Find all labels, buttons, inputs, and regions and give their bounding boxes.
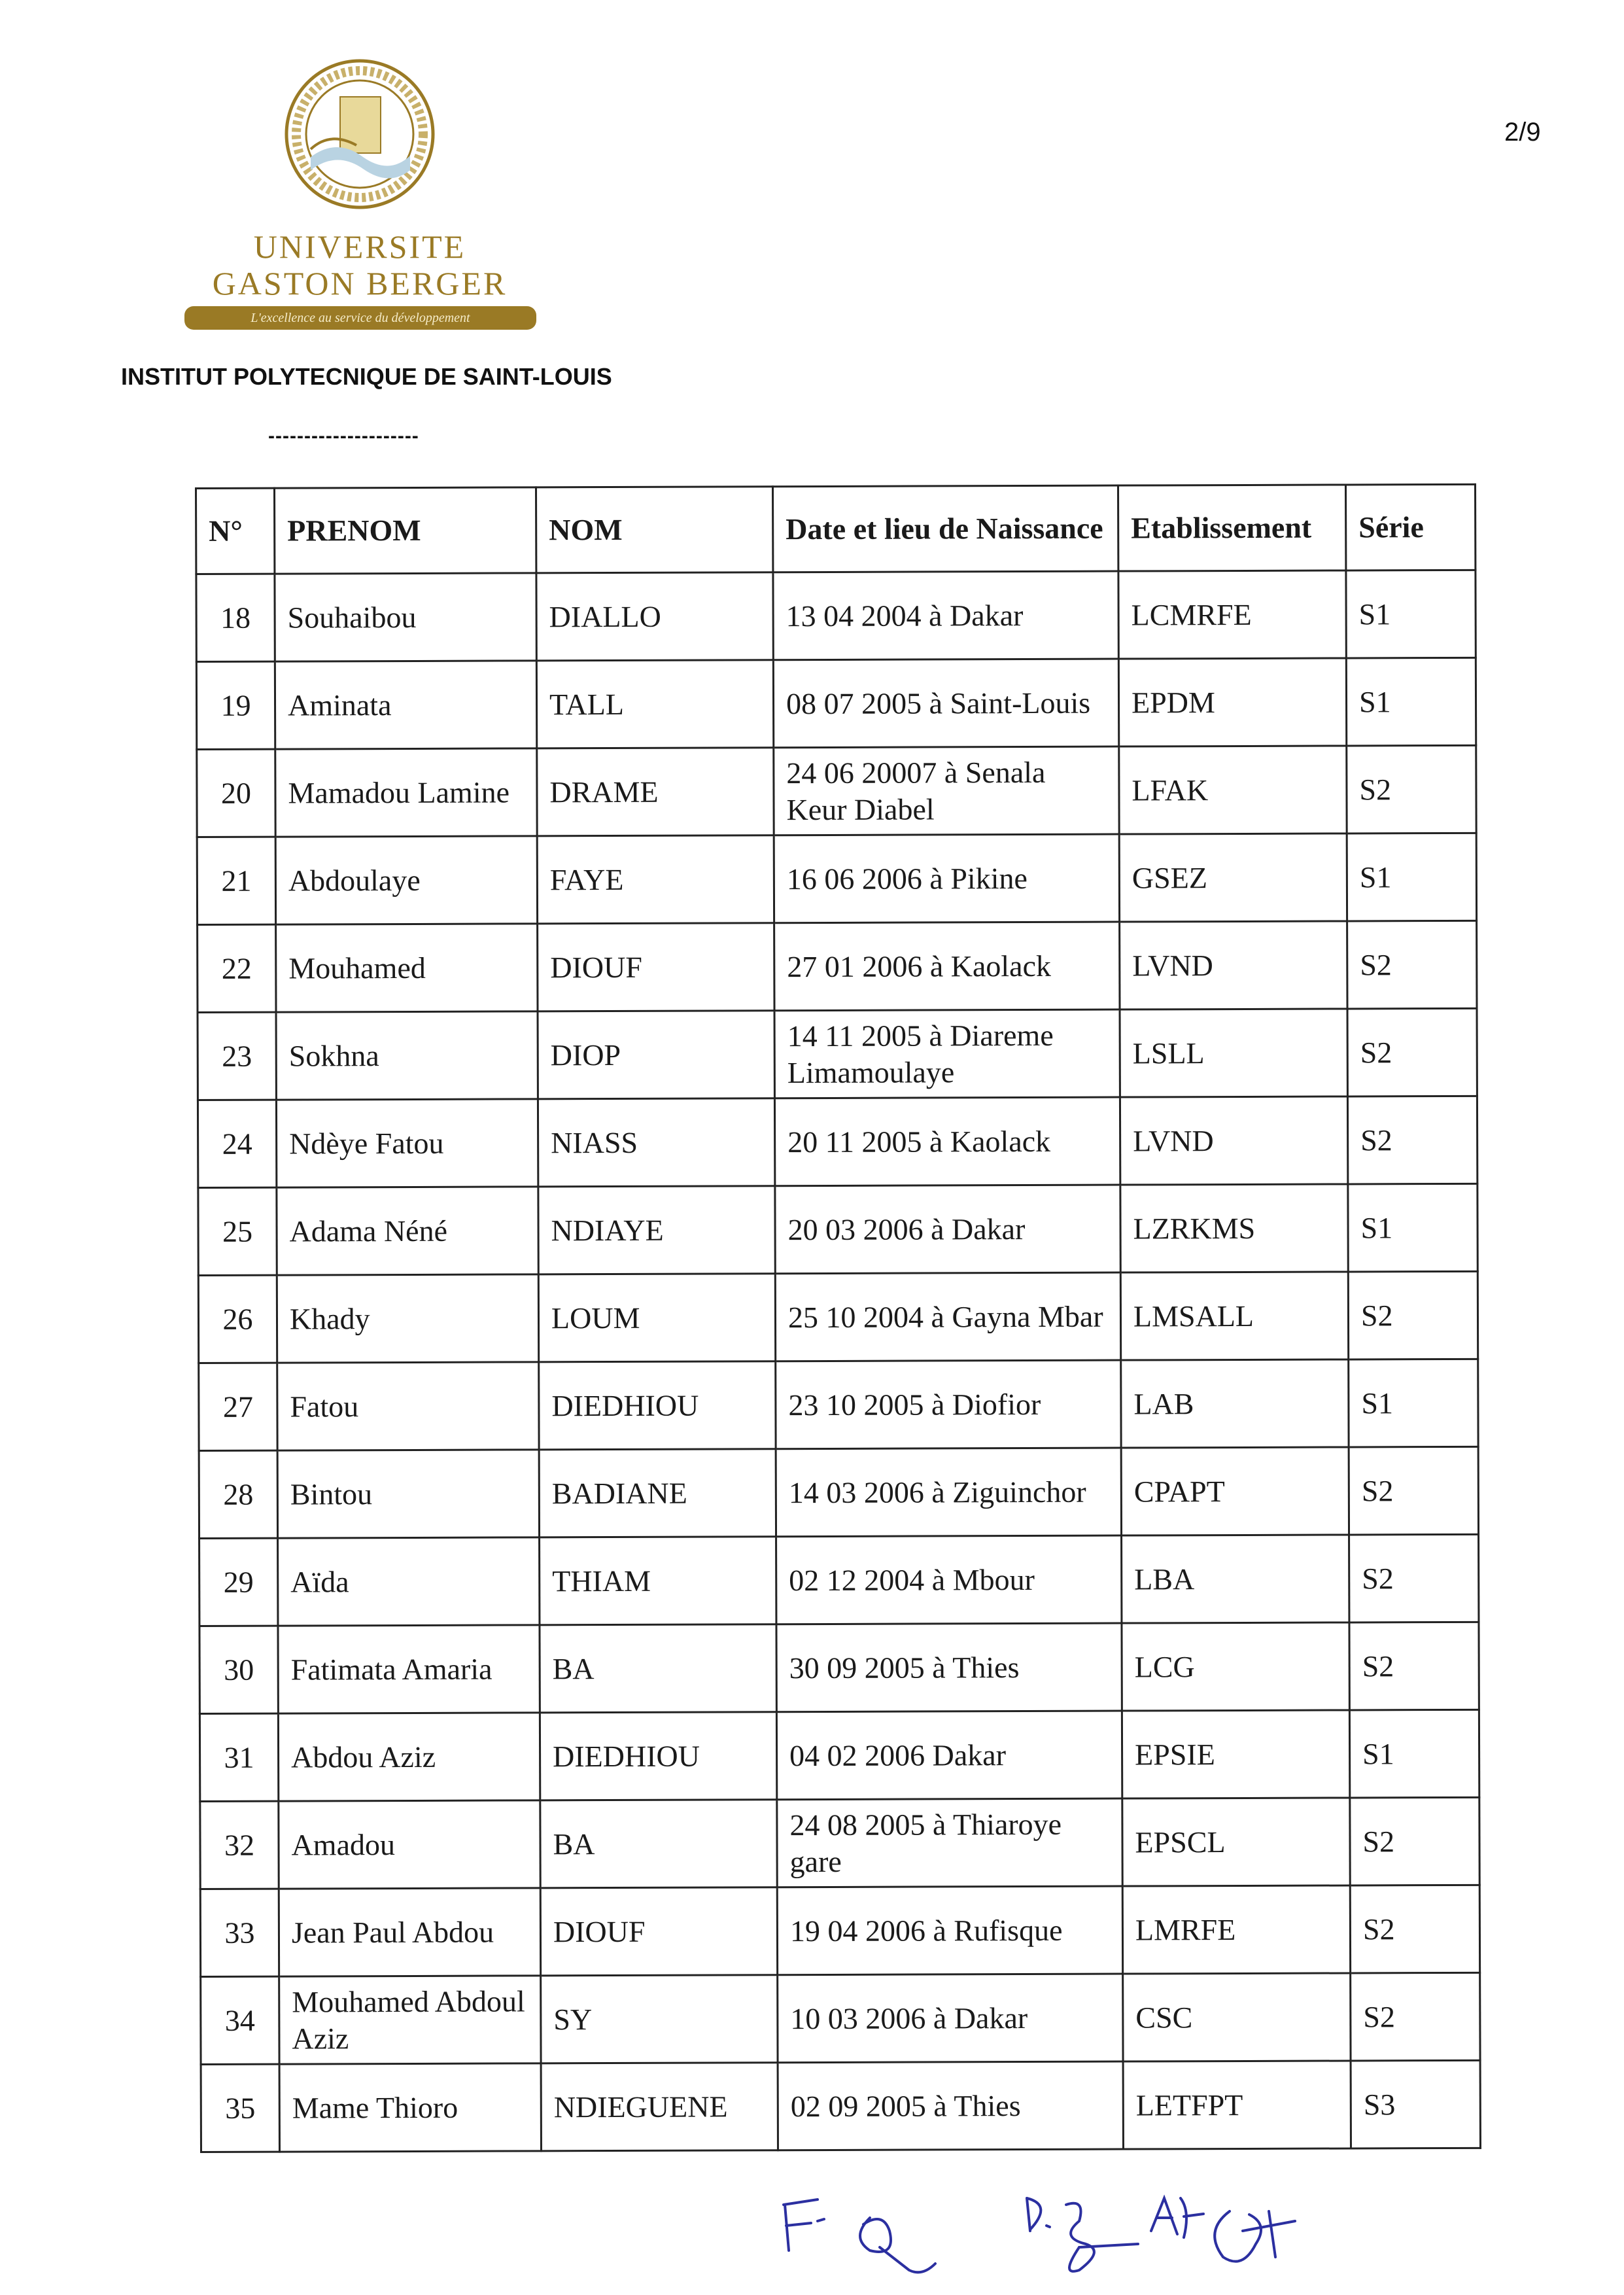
cell-prenom: Bintou bbox=[277, 1450, 539, 1538]
cell-prenom: Khady bbox=[277, 1274, 538, 1363]
cell-etablissement: LVND bbox=[1120, 921, 1347, 1009]
cell-prenom: Mamadou Lamine bbox=[275, 748, 537, 837]
table-row bbox=[198, 1008, 1477, 1100]
cell-prenom: Aïda bbox=[278, 1537, 540, 1626]
cell-etablissement: CPAPT bbox=[1121, 1447, 1349, 1535]
cell-number: 18 bbox=[196, 574, 275, 661]
cell-serie: S2 bbox=[1347, 1008, 1477, 1096]
cell-birth-date-place: 16 06 2006 à Pikine bbox=[774, 834, 1119, 923]
cell-serie: S2 bbox=[1349, 1622, 1479, 1710]
cell-prenom: Abdou Aziz bbox=[278, 1713, 540, 1801]
cell-nom: DIOUF bbox=[538, 923, 774, 1011]
cell-etablissement: EPSCL bbox=[1122, 1798, 1350, 1886]
column-header-prenom: PRENOM bbox=[275, 487, 536, 574]
cell-etablissement: LFAK bbox=[1119, 746, 1347, 834]
table-row bbox=[196, 657, 1476, 749]
table-row bbox=[199, 1359, 1478, 1450]
cell-nom: LOUM bbox=[538, 1274, 775, 1362]
cell-number: 29 bbox=[199, 1538, 278, 1626]
cell-number: 30 bbox=[199, 1626, 278, 1713]
table-body bbox=[196, 570, 1481, 2152]
cell-prenom: Abdoulaye bbox=[275, 836, 537, 924]
cell-number: 22 bbox=[198, 924, 276, 1012]
cell-nom: BA bbox=[540, 1800, 777, 1888]
cell-serie: S2 bbox=[1350, 1797, 1479, 1885]
cell-birth-date-place: 02 09 2005 à Thies bbox=[778, 2061, 1123, 2150]
cell-serie: S2 bbox=[1349, 1446, 1478, 1535]
cell-nom: BADIANE bbox=[539, 1449, 776, 1537]
cell-nom: DIALLO bbox=[536, 572, 773, 661]
cell-prenom: Sokhna bbox=[276, 1011, 538, 1100]
university-seal-icon bbox=[265, 59, 455, 222]
cell-number: 21 bbox=[197, 837, 275, 924]
cell-serie: S2 bbox=[1347, 1096, 1477, 1184]
separator-line: --------------------- bbox=[268, 425, 419, 447]
page-number: 2/9 bbox=[1504, 118, 1541, 147]
table-row bbox=[200, 1885, 1479, 1976]
cell-birth-date-place: 02 12 2004 à Mbour bbox=[776, 1535, 1122, 1624]
cell-serie: S1 bbox=[1349, 1709, 1479, 1798]
cell-number: 23 bbox=[198, 1012, 276, 1100]
handwritten-signatures bbox=[772, 2185, 1308, 2283]
cell-birth-date-place: 04 02 2006 Dakar bbox=[776, 1711, 1122, 1800]
cell-serie: S2 bbox=[1349, 1534, 1479, 1622]
cell-etablissement: LMRFE bbox=[1122, 1885, 1350, 1974]
university-logo bbox=[183, 59, 536, 334]
cell-prenom: Aminata bbox=[275, 661, 536, 749]
cell-serie: S2 bbox=[1347, 920, 1477, 1009]
cell-serie: S1 bbox=[1349, 1359, 1478, 1447]
column-header-etablissement: Etablissement bbox=[1118, 485, 1345, 571]
table-header-row bbox=[196, 484, 1476, 574]
table-row bbox=[197, 745, 1476, 837]
cell-serie: S2 bbox=[1350, 1885, 1479, 1973]
cell-birth-date-place: 27 01 2006 à Kaolack bbox=[774, 922, 1120, 1011]
cell-number: 24 bbox=[198, 1100, 276, 1187]
table-row bbox=[198, 1096, 1477, 1187]
table-row bbox=[199, 1622, 1479, 1713]
cell-nom: NDIAYE bbox=[538, 1186, 775, 1274]
cell-prenom: Mame Thioro bbox=[279, 2063, 541, 2152]
cell-serie: S2 bbox=[1347, 745, 1476, 833]
cell-birth-date-place: 24 08 2005 à Thiaroye gare bbox=[777, 1798, 1122, 1887]
cell-prenom: Souhaibou bbox=[275, 573, 536, 661]
cell-prenom: Fatimata Amaria bbox=[278, 1625, 540, 1713]
cell-number: 32 bbox=[200, 1801, 279, 1889]
student-roster-table bbox=[195, 483, 1481, 2153]
cell-etablissement: LETFPT bbox=[1123, 2061, 1351, 2149]
cell-birth-date-place: 25 10 2004 à Gayna Mbar bbox=[775, 1272, 1120, 1361]
table-row bbox=[198, 1183, 1477, 1275]
cell-prenom: Adama Néné bbox=[277, 1187, 538, 1275]
cell-birth-date-place: 30 09 2005 à Thies bbox=[776, 1623, 1122, 1712]
cell-etablissement: LVND bbox=[1120, 1096, 1347, 1185]
table-row bbox=[199, 1534, 1479, 1626]
cell-number: 33 bbox=[200, 1889, 279, 1976]
cell-serie: S2 bbox=[1348, 1271, 1477, 1359]
cell-number: 19 bbox=[196, 661, 275, 749]
cell-nom: DIOP bbox=[538, 1011, 774, 1099]
cell-prenom: Amadou bbox=[279, 1800, 540, 1889]
table-row bbox=[199, 1709, 1479, 1801]
column-header-nom: NOM bbox=[536, 487, 773, 573]
cell-serie: S1 bbox=[1346, 570, 1476, 658]
cell-nom: TALL bbox=[536, 660, 773, 748]
cell-nom: DIEDHIOU bbox=[540, 1712, 776, 1800]
column-header-serie: Série bbox=[1345, 484, 1475, 570]
cell-nom: SY bbox=[541, 1975, 778, 2063]
cell-serie: S3 bbox=[1351, 2060, 1480, 2148]
table-row bbox=[201, 2060, 1480, 2152]
cell-etablissement: LCMRFE bbox=[1118, 570, 1346, 659]
cell-birth-date-place: 19 04 2006 à Rufisque bbox=[777, 1886, 1122, 1975]
cell-number: 31 bbox=[199, 1713, 278, 1801]
table-row bbox=[198, 920, 1477, 1012]
table-row bbox=[196, 570, 1476, 661]
cell-number: 35 bbox=[201, 2064, 279, 2152]
cell-nom: BA bbox=[540, 1624, 776, 1713]
cell-birth-date-place: 20 03 2006 à Dakar bbox=[775, 1185, 1120, 1274]
cell-etablissement: EPSIE bbox=[1122, 1710, 1349, 1798]
cell-etablissement: GSEZ bbox=[1119, 833, 1347, 922]
cell-nom: NDIEGUENE bbox=[541, 2063, 778, 2151]
cell-number: 20 bbox=[197, 749, 275, 837]
cell-nom: FAYE bbox=[537, 835, 774, 924]
cell-etablissement: LSLL bbox=[1120, 1009, 1347, 1097]
cell-birth-date-place: 10 03 2006 à Dakar bbox=[778, 1974, 1123, 2063]
cell-serie: S1 bbox=[1346, 657, 1476, 746]
cell-nom: DRAME bbox=[537, 748, 774, 836]
cell-birth-date-place: 23 10 2005 à Diofior bbox=[776, 1360, 1121, 1449]
cell-number: 25 bbox=[198, 1187, 277, 1275]
cell-serie: S1 bbox=[1348, 1183, 1477, 1272]
table-row bbox=[201, 1972, 1480, 2064]
table-row bbox=[198, 1271, 1477, 1363]
cell-prenom: Ndèye Fatou bbox=[276, 1099, 538, 1187]
university-tagline: L'excellence au service du développement bbox=[184, 306, 536, 330]
cell-nom: DIOUF bbox=[540, 1887, 777, 1976]
cell-birth-date-place: 20 11 2005 à Kaolack bbox=[774, 1097, 1120, 1186]
cell-number: 26 bbox=[198, 1275, 277, 1363]
table-row bbox=[197, 833, 1476, 924]
university-name-line2: GASTON BERGER bbox=[212, 265, 508, 302]
cell-etablissement: LBA bbox=[1122, 1535, 1349, 1623]
column-header-birth: Date et lieu de Naissance bbox=[773, 485, 1118, 572]
cell-nom: NIASS bbox=[538, 1098, 774, 1187]
cell-etablissement: CSC bbox=[1123, 1973, 1351, 2061]
cell-birth-date-place: 14 11 2005 à Diareme Limamoulaye bbox=[774, 1009, 1120, 1098]
cell-birth-date-place: 14 03 2006 à Ziguinchor bbox=[776, 1448, 1121, 1537]
university-name-line1: UNIVERSITE bbox=[253, 228, 466, 265]
cell-etablissement: LZRKMS bbox=[1120, 1184, 1348, 1272]
cell-birth-date-place: 24 06 20007 à Senala Keur Diabel bbox=[774, 746, 1119, 835]
cell-prenom: Mouhamed Abdoul Aziz bbox=[279, 1976, 541, 2064]
table-row bbox=[199, 1446, 1478, 1538]
cell-serie: S1 bbox=[1347, 833, 1476, 921]
cell-prenom: Mouhamed bbox=[276, 924, 538, 1012]
cell-nom: DIEDHIOU bbox=[539, 1361, 776, 1450]
cell-etablissement: EPDM bbox=[1118, 658, 1346, 746]
cell-nom: THIAM bbox=[540, 1537, 776, 1625]
cell-etablissement: LAB bbox=[1121, 1359, 1349, 1448]
institute-title: INSTITUT POLYTECNIQUE DE SAINT-LOUIS bbox=[121, 363, 612, 390]
cell-etablissement: LMSALL bbox=[1120, 1272, 1348, 1360]
cell-number: 34 bbox=[201, 1976, 279, 2064]
cell-serie: S2 bbox=[1351, 1972, 1480, 2061]
table-row bbox=[200, 1797, 1479, 1889]
column-header-number: N° bbox=[196, 488, 275, 574]
cell-etablissement: LCG bbox=[1122, 1622, 1349, 1711]
cell-birth-date-place: 08 07 2005 à Saint-Louis bbox=[773, 659, 1118, 748]
cell-number: 28 bbox=[199, 1450, 277, 1538]
cell-birth-date-place: 13 04 2004 à Dakar bbox=[773, 571, 1118, 660]
cell-prenom: Jean Paul Abdou bbox=[279, 1888, 540, 1976]
cell-number: 27 bbox=[199, 1363, 277, 1450]
cell-prenom: Fatou bbox=[277, 1362, 539, 1450]
